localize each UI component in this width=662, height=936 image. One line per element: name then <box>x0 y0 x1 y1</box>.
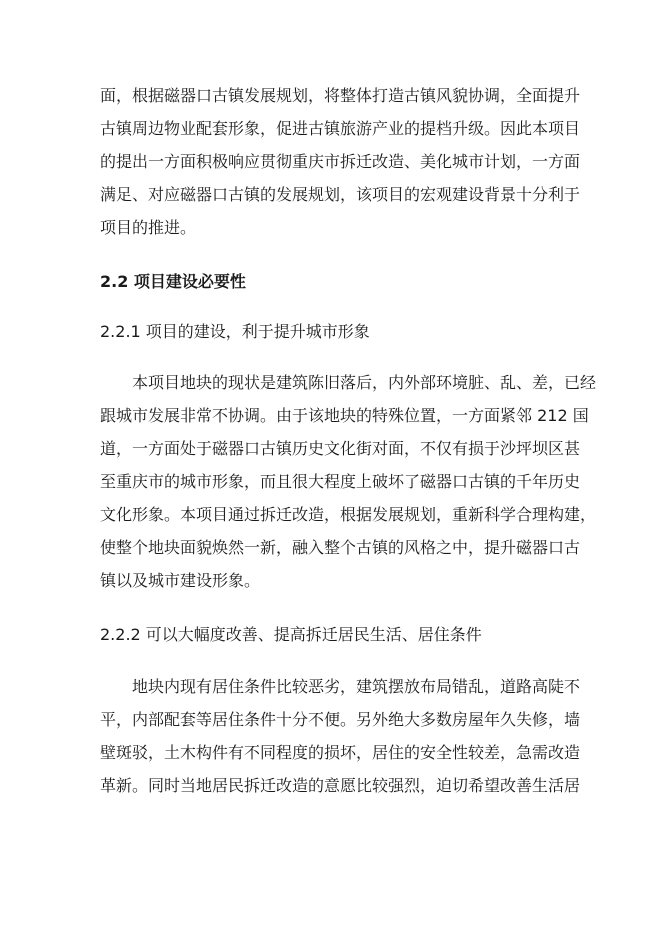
paragraph-line: 本项目地块的现状是建筑陈旧落后，内外部环境脏、乱、差，已经 <box>132 373 597 392</box>
paragraph-line: 地块内现有居住条件比较恶劣，建筑摆放布局错乱，道路高陡不 <box>132 677 581 696</box>
paragraph-line: 跟城市发展非常不协调。由于该地块的特殊位置，一方面紧邻 212 国 <box>100 406 589 425</box>
paragraph-line: 的提出一方面积极响应贯彻重庆市拆迁改造、美化城市计划，一方面 <box>100 152 581 171</box>
paragraph-line: 使整个地块面貌焕然一新，融入整个古镇的风格之中，提升磁器口古 <box>100 538 581 557</box>
subsection-heading-2-2-2: 2.2.2 可以大幅度改善、提高拆迁居民生活、居住条件 <box>100 625 482 644</box>
paragraph-line: 镇以及城市建设形象。 <box>100 571 261 590</box>
paragraph-line: 满足、对应磁器口古镇的发展规划，该项目的宏观建设背景十分利于 <box>100 185 581 204</box>
paragraph-line: 文化形象。本项目通过拆迁改造，根据发展规划，重新科学合理构建， <box>100 505 597 524</box>
paragraph-line: 面，根据磁器口古镇发展规划，将整体打造古镇风貌协调，全面提升 <box>100 86 581 105</box>
section-heading-2-2: 2.2 项目建设必要性 <box>100 272 246 291</box>
paragraph-line: 革新。同时当地居民拆迁改造的意愿比较强烈，迫切希望改善生活居 <box>100 776 581 795</box>
paragraph-line: 平，内部配套等居住条件十分不便。另外绝大多数房屋年久失修，墙 <box>100 710 581 729</box>
paragraph-line: 古镇周边物业配套形象，促进古镇旅游产业的提档升级。因此本项目 <box>100 119 581 138</box>
paragraph-line: 至重庆市的城市形象，而且很大程度上破坏了磁器口古镇的千年历史 <box>100 472 581 491</box>
paragraph-line: 项目的推进。 <box>100 218 197 237</box>
paragraph-line: 道，一方面处于磁器口古镇历史文化街对面，不仅有损于沙坪坝区甚 <box>100 439 581 458</box>
paragraph-line: 壁斑驳，土木构件有不同程度的损坏，居住的安全性较差，急需改造 <box>100 743 581 762</box>
subsection-heading-2-2-1: 2.2.1 项目的建设，利于提升城市形象 <box>100 322 370 341</box>
